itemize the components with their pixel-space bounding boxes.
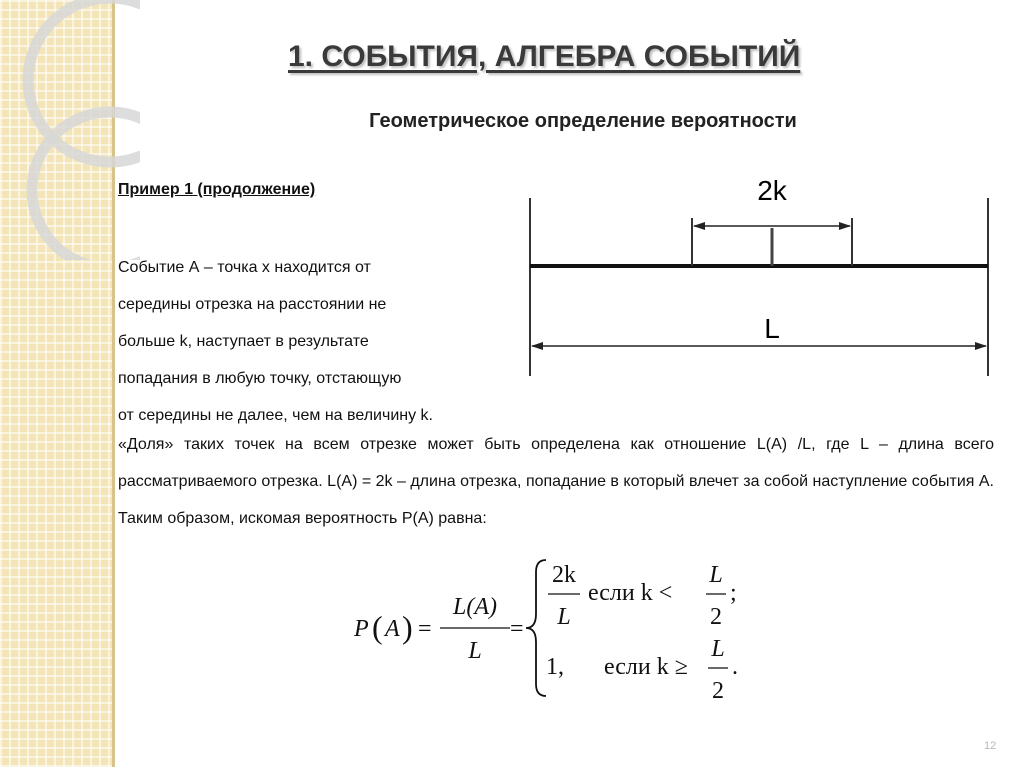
event-line: попадания в любую точку, отстающую xyxy=(118,370,402,387)
L-label: L xyxy=(764,313,780,344)
event-description xyxy=(118,249,433,434)
cases-brace xyxy=(526,560,546,696)
case1-end: ; xyxy=(730,580,737,606)
formula-paren-right: ) xyxy=(402,609,413,645)
case1-numerator: 2k xyxy=(552,562,576,588)
case2-cond-numerator: L xyxy=(711,636,725,662)
fraction-denominator: L xyxy=(468,638,482,664)
case2-cond-denominator: 2 xyxy=(712,678,724,704)
event-line: середины отрезка на расстоянии не xyxy=(118,296,387,313)
case2-end: . xyxy=(732,654,738,680)
probability-formula xyxy=(340,548,780,710)
event-line: Событие А – точка x находится от xyxy=(118,259,371,276)
2k-label: 2k xyxy=(757,175,787,206)
formula-equals-2: = xyxy=(510,616,524,642)
event-line: больше k, наступает в результате xyxy=(118,333,369,350)
segment-diagram xyxy=(522,168,1002,380)
slide-subtitle: Геометрическое определение вероятности xyxy=(369,110,797,132)
formula-p: P xyxy=(354,616,369,642)
formula-equals-1: = xyxy=(418,616,432,642)
formula-paren-left: ( xyxy=(372,609,383,645)
case1-cond-numerator: L xyxy=(709,562,723,588)
explanation-paragraph: «Доля» таких точек на всем отрезке может быть определена как отношение L(A) /L, где L – длина всего рассматриваемого отрезка. L(A) = 2k – длина отрезка, попадание в который влечет за собой наступление события А. Таким образом, искомая вероятность P(A) равна: xyxy=(118,436,994,527)
slide-title: 1. СОБЫТИЯ, АЛГЕБРА СОБЫТИЙ xyxy=(288,40,801,73)
case2-condition: если k ≥ xyxy=(604,654,688,680)
case1-condition: если k < xyxy=(588,580,673,606)
fraction-numerator: L(A) xyxy=(453,594,497,620)
page-number: 12 xyxy=(984,740,997,752)
formula-a: A xyxy=(385,616,400,642)
event-line: от середины не далее, чем на величину k. xyxy=(118,407,433,424)
case2-value: 1, xyxy=(546,654,564,680)
example-heading: Пример 1 (продолжение) xyxy=(118,181,316,198)
case1-denominator: L xyxy=(557,604,571,630)
case1-cond-denominator: 2 xyxy=(710,604,722,630)
